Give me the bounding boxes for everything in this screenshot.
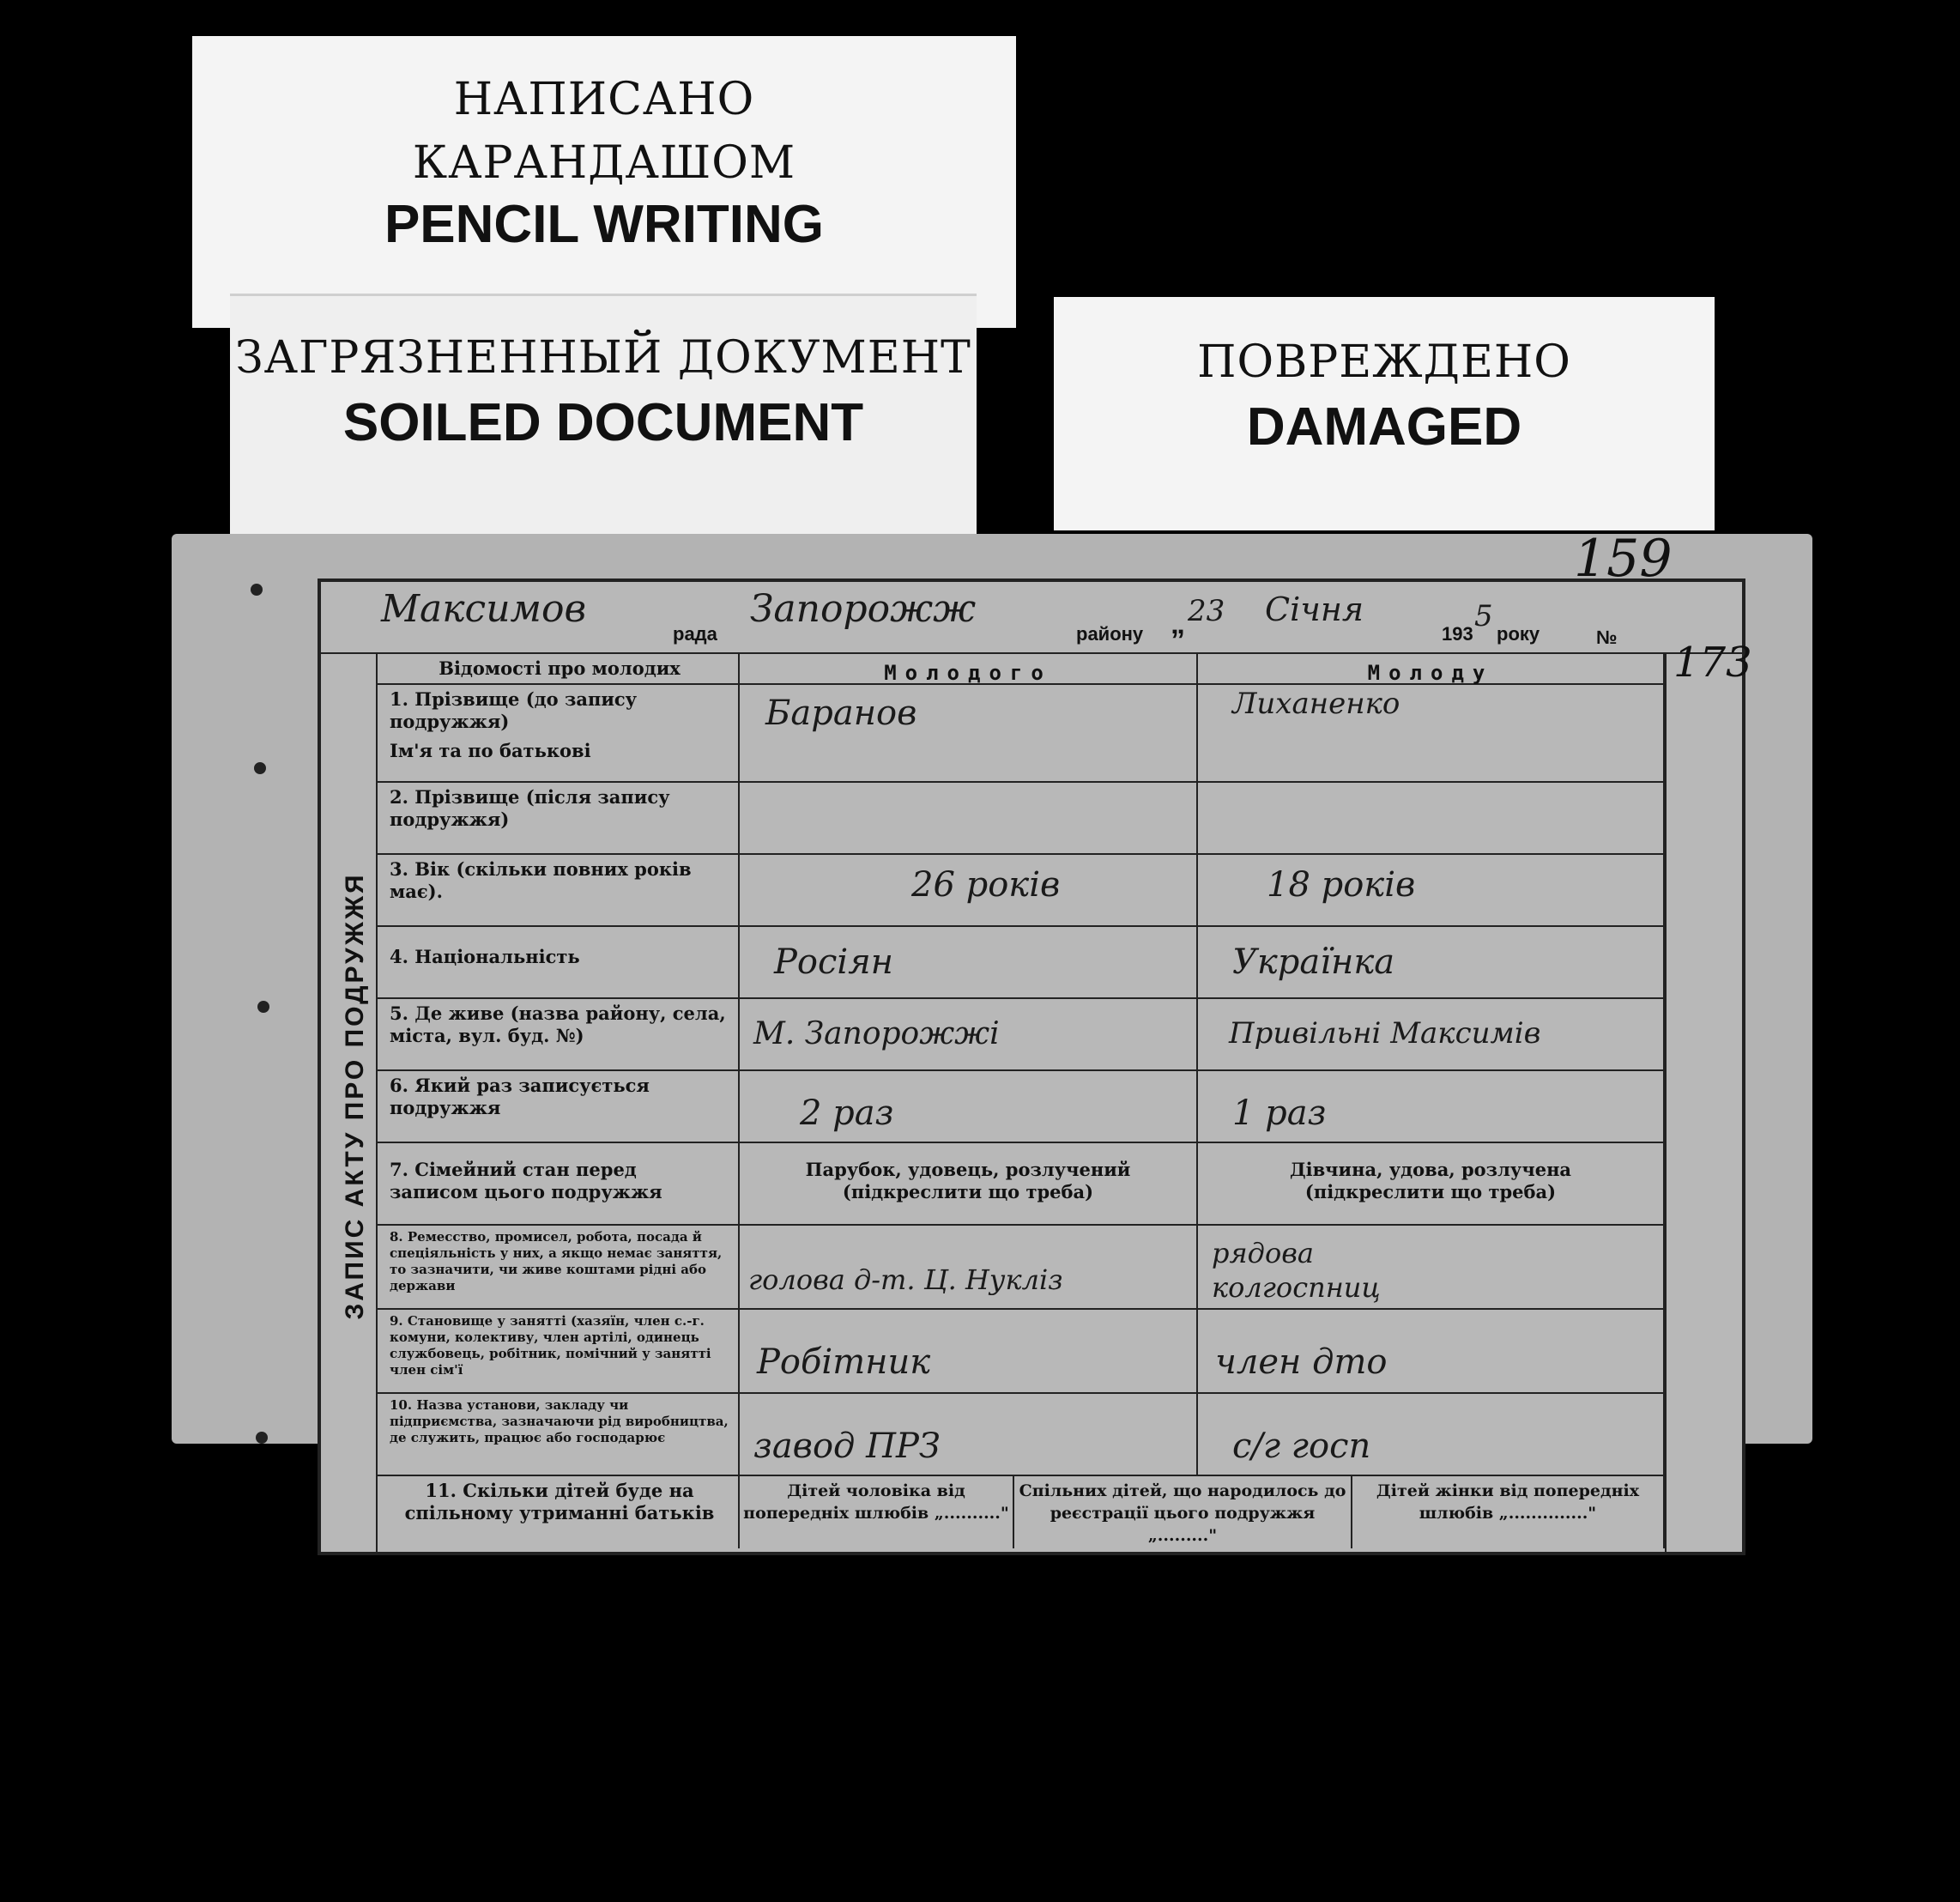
row-label — [378, 683, 740, 781]
bride-value: 1 раз — [1232, 1093, 1327, 1133]
table-row — [378, 997, 1665, 1071]
row-label: 3. Вік (скільки повних років має). — [378, 853, 740, 925]
rada-handwritten: Максимов — [381, 587, 587, 631]
bride-cell — [1198, 683, 1665, 781]
groom-value: голова д-т. Ц. Нукліз — [748, 1263, 1063, 1296]
rada-label: рада — [673, 623, 717, 645]
corner-record-number-2: 173 — [1673, 639, 1752, 687]
groom-value: Робітник — [757, 1342, 931, 1382]
damaged-label-en: DAMAGED — [1246, 397, 1522, 457]
groom-cell — [740, 1392, 1198, 1475]
row-label: 7. Сімейний стан перед записом цього подружжя — [378, 1142, 740, 1224]
side-title: ЗАПИС АКТУ ПРО ПОДРУЖЖЯ — [341, 872, 369, 1320]
groom-cell — [740, 997, 1198, 1069]
bride-cell — [1198, 997, 1665, 1069]
row-label: 2. Прізвище (після запису подружжя) — [378, 781, 740, 853]
children-wife: Дітей жінки від попередніх шлюбів „.............." — [1352, 1475, 1665, 1548]
row-sublabel: Ім'я та по батькові — [390, 740, 591, 761]
row-label: 11. Скільки дітей буде на спільному утриманні батьків — [378, 1475, 740, 1548]
groom-cell — [740, 925, 1198, 997]
date-quote: „ — [1171, 608, 1185, 640]
year-label: року — [1497, 623, 1540, 645]
groom-cell — [740, 1224, 1198, 1308]
bride-cell — [1198, 781, 1665, 853]
bride-value: с/г госп — [1232, 1426, 1371, 1466]
marriage-record-form — [318, 578, 1745, 1555]
groom-cell — [740, 1308, 1198, 1392]
groom-status-hint: (підкреслити що треба) — [842, 1181, 1094, 1202]
punch-hole — [256, 1432, 268, 1444]
column-header-row — [378, 652, 1665, 685]
groom-value: 2 раз — [800, 1093, 894, 1133]
punch-hole — [257, 1001, 269, 1013]
bride-value: Українка — [1232, 942, 1395, 982]
corner-record-number: 159 — [1574, 529, 1673, 589]
punch-hole — [254, 762, 266, 774]
bride-cell — [1198, 1308, 1665, 1392]
groom-cell — [740, 853, 1198, 925]
col-header-groom: Молодого — [740, 652, 1198, 683]
number-label: № — [1596, 627, 1618, 648]
rayon-label: району — [1076, 623, 1144, 645]
year-prefix: 193 — [1442, 623, 1473, 645]
bride-status-options: Дівчина, удова, розлучена — [1289, 1159, 1572, 1180]
bride-cell — [1198, 853, 1665, 925]
groom-value: завод ПРЗ — [753, 1426, 941, 1466]
table-row — [378, 925, 1665, 999]
pencil-label-en: PENCIL WRITING — [384, 195, 825, 254]
bride-cell — [1198, 1142, 1665, 1224]
damaged-label-ru: ПОВРЕЖДЕНО — [1197, 336, 1571, 388]
row-label: 9. Становище у занятті (хазяїн, член с.-г. комуни, колективу, член артілі, одинець службовець, робітник, помічний у занятті член сім'ї — [378, 1308, 740, 1392]
soiled-label-en: SOILED DOCUMENT — [342, 393, 864, 452]
bride-value: Лиханенко — [1232, 687, 1400, 721]
groom-cell — [740, 1142, 1198, 1224]
bride-cell — [1198, 1224, 1665, 1308]
month-handwritten: Січня — [1265, 591, 1364, 628]
bride-cell — [1198, 1392, 1665, 1475]
punch-hole — [251, 584, 263, 596]
col-header-info: Відомості про молодих — [378, 652, 740, 683]
table-row — [378, 1475, 1665, 1548]
groom-value: М. Запорожжі — [753, 1016, 1000, 1051]
pencil-writing-label — [192, 36, 1016, 328]
bride-value: 18 років — [1267, 865, 1416, 905]
bride-cell — [1198, 925, 1665, 997]
table-row — [378, 1224, 1665, 1310]
groom-cell — [740, 1069, 1198, 1142]
children-husband: Дітей чоловіка від попередніх шлюбів „.........." — [740, 1475, 1014, 1548]
soiled-document-label — [230, 294, 977, 535]
table-row — [378, 1069, 1665, 1143]
table-row — [378, 1142, 1665, 1226]
bride-value: Привільні Максимів — [1229, 1016, 1541, 1051]
side-title-column — [321, 652, 378, 1552]
row-label: 5. Де живе (назва району, села, міста, вул. буд. №) — [378, 997, 740, 1069]
soiled-label-ru: ЗАГРЯЗНЕННЫЙ ДОКУМЕНТ — [235, 332, 971, 384]
table-row — [378, 683, 1665, 783]
groom-value: Росіян — [774, 942, 894, 982]
groom-cell — [740, 781, 1198, 853]
table-row — [378, 781, 1665, 855]
groom-status-options: Парубок, удовець, розлучений — [805, 1159, 1131, 1180]
bride-status-hint: (підкреслити що треба) — [1304, 1181, 1557, 1202]
pencil-label-ru-1: НАПИСАНО — [453, 74, 755, 125]
row-label: 4. Національність — [378, 925, 740, 997]
rayon-handwritten: Запорожж — [750, 587, 977, 631]
table-row — [378, 1308, 1665, 1394]
row-label: 6. Який раз записується подружжя — [378, 1069, 740, 1142]
year-handwritten: 5 — [1474, 599, 1493, 633]
damaged-label — [1054, 297, 1715, 530]
day-handwritten: 23 — [1188, 594, 1225, 628]
groom-cell — [740, 683, 1198, 781]
bride-value: рядова колгоспниц — [1212, 1237, 1381, 1304]
groom-value: 26 років — [911, 865, 1061, 905]
form-header — [321, 582, 1742, 654]
right-margin-column — [1665, 652, 1739, 1552]
bride-value: член дто — [1215, 1342, 1388, 1382]
col-header-bride: Молоду — [1198, 652, 1665, 683]
divider — [1665, 652, 1667, 1552]
table-row — [378, 1392, 1665, 1476]
pencil-label-ru-2: КАРАНДАШОМ — [412, 137, 796, 189]
bride-cell — [1198, 1069, 1665, 1142]
table-row — [378, 853, 1665, 927]
row-label-text: 1. Прізвище (до запису подружжя) — [390, 688, 638, 732]
children-joint: Спільних дітей, що народилось до реєстрації цього подружжя „........." — [1014, 1475, 1352, 1548]
row-label: 10. Назва установи, закладу чи підприємства, зазначаючи рід виробництва, де служить, працює або господарює — [378, 1392, 740, 1475]
groom-value: Баранов — [765, 694, 917, 733]
row-label: 8. Ремесство, промисел, робота, посада й спеціяльність у них, а якщо немає заняття, то зазначити, чи живе коштами рідні або держави — [378, 1224, 740, 1308]
